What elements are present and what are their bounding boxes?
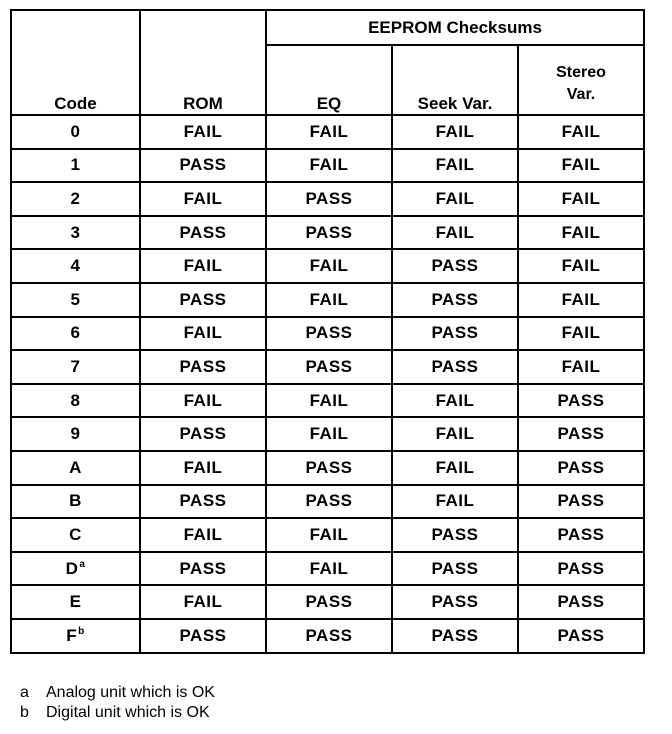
cell-rom: FAIL (140, 518, 266, 552)
cell-eq: FAIL (266, 518, 392, 552)
code-value: 4 (70, 256, 81, 276)
footnote-marker: a (79, 558, 86, 570)
table-row (11, 249, 644, 283)
cell-code (11, 384, 140, 418)
cell-seek: PASS (392, 283, 518, 317)
cell-eq: PASS (266, 350, 392, 384)
cell-seek: FAIL (392, 417, 518, 451)
cell-rom: PASS (140, 283, 266, 317)
cell-seek: PASS (392, 350, 518, 384)
table-body (11, 115, 644, 653)
cell-code (11, 619, 140, 653)
table-row (11, 451, 644, 485)
footnote-text: Digital unit which is OK (46, 704, 210, 721)
cell-rom: PASS (140, 485, 266, 519)
table-row (11, 585, 644, 619)
header-stereo-line2: Var. (566, 86, 596, 103)
cell-eq: PASS (266, 485, 392, 519)
table-row (11, 350, 644, 384)
code-value: 0 (70, 121, 81, 141)
cell-code (11, 417, 140, 451)
table-row (11, 417, 644, 451)
code-value: A (69, 457, 82, 477)
header-stereo-line1: Stereo (556, 64, 606, 81)
footnote (20, 703, 215, 723)
cell-seek: FAIL (392, 115, 518, 149)
cell-stereo: PASS (518, 451, 644, 485)
cell-stereo: FAIL (518, 216, 644, 250)
cell-seek: FAIL (392, 485, 518, 519)
cell-stereo: PASS (518, 552, 644, 586)
cell-seek: FAIL (392, 384, 518, 418)
cell-code (11, 451, 140, 485)
cell-seek: PASS (392, 249, 518, 283)
cell-seek: FAIL (392, 149, 518, 183)
code-value: 3 (70, 222, 81, 242)
cell-eq: PASS (266, 619, 392, 653)
footnote-key: a (20, 684, 29, 701)
cell-seek: FAIL (392, 216, 518, 250)
cell-code (11, 485, 140, 519)
cell-stereo: PASS (518, 585, 644, 619)
header-stereo-var (518, 45, 644, 115)
cell-eq: FAIL (266, 149, 392, 183)
table-row (11, 619, 644, 653)
table-row (11, 518, 644, 552)
cell-stereo: FAIL (518, 115, 644, 149)
cell-code (11, 518, 140, 552)
cell-seek: PASS (392, 585, 518, 619)
header-row-top (11, 10, 644, 45)
table-row (11, 115, 644, 149)
cell-stereo: PASS (518, 417, 644, 451)
table-row (11, 283, 644, 317)
cell-rom: FAIL (140, 249, 266, 283)
cell-eq: PASS (266, 317, 392, 351)
header-code: Code (11, 10, 140, 115)
cell-rom: PASS (140, 350, 266, 384)
header-rom: ROM (140, 10, 266, 115)
cell-code (11, 115, 140, 149)
cell-code (11, 216, 140, 250)
cell-seek: PASS (392, 317, 518, 351)
cell-eq: FAIL (266, 552, 392, 586)
cell-rom: FAIL (140, 317, 266, 351)
code-value: D (65, 558, 79, 578)
cell-eq: PASS (266, 182, 392, 216)
cell-stereo: PASS (518, 619, 644, 653)
cell-rom: PASS (140, 619, 266, 653)
footnotes (20, 683, 215, 723)
cell-rom: FAIL (140, 585, 266, 619)
cell-stereo: PASS (518, 384, 644, 418)
cell-eq: PASS (266, 216, 392, 250)
checksum-table (10, 9, 645, 654)
cell-code (11, 585, 140, 619)
table-row (11, 552, 644, 586)
cell-rom: FAIL (140, 115, 266, 149)
cell-eq: PASS (266, 585, 392, 619)
code-value: F (66, 625, 78, 645)
cell-eq: FAIL (266, 417, 392, 451)
table-row (11, 216, 644, 250)
code-value: 1 (70, 155, 81, 175)
cell-code (11, 182, 140, 216)
cell-seek: FAIL (392, 451, 518, 485)
cell-eq: FAIL (266, 283, 392, 317)
cell-code (11, 350, 140, 384)
cell-stereo: PASS (518, 518, 644, 552)
cell-rom: PASS (140, 149, 266, 183)
code-value: B (69, 491, 82, 511)
cell-stereo: FAIL (518, 350, 644, 384)
cell-eq: FAIL (266, 115, 392, 149)
header-eeprom-checksums: EEPROM Checksums (266, 10, 644, 45)
code-value: 9 (70, 424, 81, 444)
cell-code (11, 249, 140, 283)
footnote-marker: b (78, 625, 85, 637)
table-row (11, 182, 644, 216)
header-seek-var: Seek Var. (392, 45, 518, 115)
cell-stereo: FAIL (518, 283, 644, 317)
table-row (11, 485, 644, 519)
cell-seek: FAIL (392, 182, 518, 216)
cell-stereo: FAIL (518, 317, 644, 351)
table-row (11, 149, 644, 183)
cell-rom: FAIL (140, 182, 266, 216)
cell-eq: FAIL (266, 384, 392, 418)
code-value: E (69, 592, 82, 612)
cell-rom: PASS (140, 552, 266, 586)
cell-stereo: FAIL (518, 182, 644, 216)
cell-seek: PASS (392, 619, 518, 653)
cell-rom: FAIL (140, 451, 266, 485)
code-value: 2 (70, 188, 81, 208)
cell-rom: PASS (140, 216, 266, 250)
code-value: 7 (70, 356, 81, 376)
cell-stereo: FAIL (518, 149, 644, 183)
cell-seek: PASS (392, 552, 518, 586)
cell-eq: FAIL (266, 249, 392, 283)
cell-code (11, 283, 140, 317)
code-value: C (69, 524, 82, 544)
footnote-text: Analog unit which is OK (46, 684, 215, 701)
footnote (20, 683, 215, 703)
cell-stereo: PASS (518, 485, 644, 519)
cell-code (11, 552, 140, 586)
cell-stereo: FAIL (518, 249, 644, 283)
cell-code (11, 149, 140, 183)
code-value: 5 (70, 289, 81, 309)
cell-code (11, 317, 140, 351)
table-row (11, 317, 644, 351)
table-row (11, 384, 644, 418)
header-eq: EQ (266, 45, 392, 115)
footnote-key: b (20, 704, 29, 721)
code-value: 8 (70, 390, 81, 410)
cell-rom: FAIL (140, 384, 266, 418)
cell-eq: PASS (266, 451, 392, 485)
cell-rom: PASS (140, 417, 266, 451)
code-value: 6 (70, 323, 81, 343)
cell-seek: PASS (392, 518, 518, 552)
